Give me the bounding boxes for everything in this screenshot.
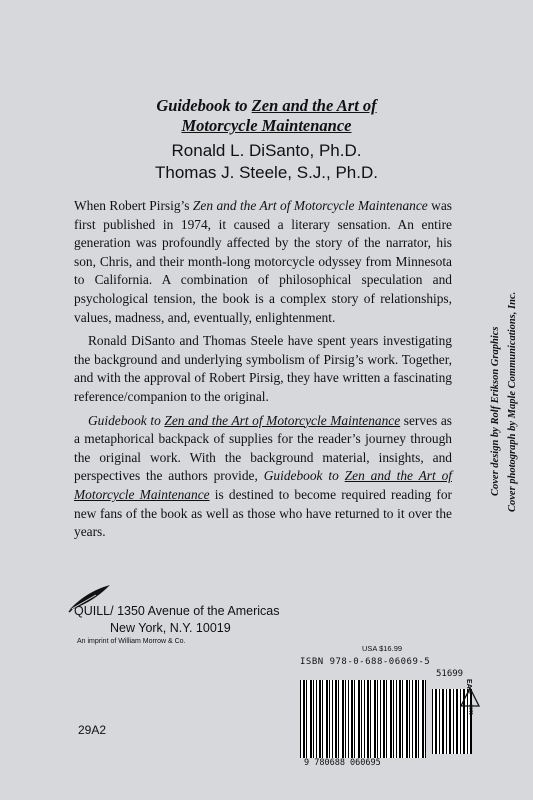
isbn-text: ISBN 978-0-688-06069-5 <box>300 657 431 667</box>
isbn-barcode <box>296 640 476 770</box>
book-title-line-2 <box>0 116 533 136</box>
side-code: 1190 <box>469 704 475 715</box>
blurb-paragraph-3: Guidebook to Zen and the Art of Motorcycle Maintenance serves as a metaphorical backpack of supplies for the reader’s journey through the original work. With the background material, insights, and perspectives the authors provide, Guidebook to Zen and the Art of Motorcycle Maintenance is destined to become required reading for new fans of the book as well as those who have returned to it over the years. <box>74 412 453 540</box>
author-2: Thomas J. Steele, S.J., Ph.D. <box>155 163 378 182</box>
cover-photo-credit: Cover photograph by Maple Communications, Inc. <box>507 291 518 512</box>
title-prefix: Guidebook to <box>156 96 252 115</box>
book-title-line-1 <box>0 96 533 116</box>
cover-credits <box>452 250 533 550</box>
blurb <box>74 197 452 547</box>
product-code: 29A2 <box>78 723 107 737</box>
price-label: USA $16.99 <box>362 644 403 653</box>
title-underlined-1: Zen and the Art of <box>251 96 377 115</box>
ean-label: EAN <box>465 679 472 694</box>
barcode-number: 9 780688 060695 <box>304 758 381 768</box>
cover-design-credit: Cover design by Rolf Erikson Graphics <box>490 326 501 496</box>
publisher-address-2: New York, N.Y. 10019 <box>110 621 231 635</box>
barcode-bars <box>300 680 426 758</box>
publisher-address-1: QUILL/ 1350 Avenue of the Americas <box>74 604 280 618</box>
publisher-imprint: An imprint of William Morrow & Co. <box>77 638 186 645</box>
title-underlined-2: Motorcycle Maintenance <box>181 116 352 135</box>
blurb-paragraph-1: When Robert Pirsig’s Zen and the Art of Motorcycle Maintenance was first published in 1974, it caused a literary sensation. An entire generation was profoundly affected by the story of the narrator, his son, Chris, and their month-long motorcycle odyssey from Minnesota to California. A combination of philosophical speculation and psychological tension, the book is a complex story of relationships, values, madness, and, eventually, enlightenment. <box>74 198 452 325</box>
author-1: Ronald L. DiSanto, Ph.D. <box>171 141 362 160</box>
blurb-paragraph-2: Ronald DiSanto and Thomas Steele have spent years investigating the background and underlying symbolism of Pirsig’s work. Together, and with the approval of Robert Pirsig, they have written a fascinating reference/companion to the original. <box>74 333 452 404</box>
addon-number: 51699 <box>436 669 464 679</box>
